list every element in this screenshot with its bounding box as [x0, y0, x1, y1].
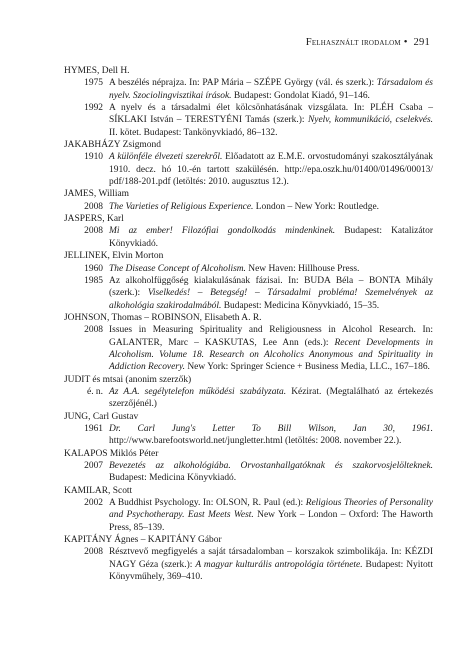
publication-year: 2002	[84, 498, 103, 509]
reference-segment: Budapest: Nyitott Könyvműhely, 369–410.	[109, 559, 433, 583]
author-name: HYMES, Dell H.	[64, 66, 130, 76]
bibliography-entry	[64, 485, 433, 534]
reference-text	[109, 460, 433, 485]
reference-segment: A Buddhist Psychology. In: OLSON, R. Paul (ed.):	[109, 498, 306, 509]
bibliography-entry	[64, 139, 433, 188]
reference-segment: New York – London – Oxford: The Haworth Press, 85–139.	[109, 510, 433, 533]
bibliography-entry	[64, 213, 433, 250]
reference-item	[64, 102, 433, 139]
reference-segment: London – New York: Routledge.	[253, 201, 379, 212]
reference-text	[109, 423, 433, 448]
reference-segment: Budapest: Katalizátor Könyvkiadó.	[109, 226, 434, 249]
bibliography-list	[64, 65, 433, 583]
page-number: 291	[413, 37, 430, 48]
reference-text	[109, 386, 433, 411]
reference-segment: Budapest: Medicina Könyvkiadó, 15–35.	[221, 300, 380, 311]
reference-text	[109, 497, 433, 534]
reference-title: Bevezetés az alkohológiába. Orvostanhallgatóknak és szakorvosjelölteknek.	[109, 461, 433, 471]
reference-segment: Az alkoholfüggőség kialakulásának fázisai. In: BUDA Béla – BONTA Mihály (szerk.):	[109, 275, 433, 299]
reference-item	[64, 386, 433, 411]
reference-segment: Résztvevő megfigyelés a saját társadalomban – korszakok szimbolikája. In: KÉZDI NAGY Géza (szerk.):	[109, 547, 433, 570]
reference-text	[109, 151, 433, 188]
author-name: KAMILAR, Scott	[64, 485, 133, 496]
reference-title: Viselkedés! – Betegség! – Társadalmi probléma! Szemelvények az alkohológia szakirodalmából.	[109, 288, 433, 311]
author-name: JELLINEK, Elvin Morton	[64, 251, 164, 262]
header-separator: •	[403, 37, 408, 48]
author-name: JOHNSON, Thomas – ROBINSON, Elisabeth A. R.	[64, 312, 262, 323]
reference-title: Az A.A. segélytelefon működési szabályzata.	[109, 386, 287, 397]
publication-year: 1960	[84, 263, 103, 274]
reference-segment: Budapest: Gondolat Kiadó, 91–146.	[231, 90, 370, 101]
reference-item	[64, 77, 433, 102]
reference-text	[109, 201, 433, 213]
reference-item	[64, 546, 433, 583]
reference-item	[64, 225, 433, 250]
publication-year: 1910	[84, 152, 103, 163]
reference-segment: II. kötet. Budapest: Tankönyvkiadó, 86–132.	[109, 127, 278, 138]
reference-title: A különféle élvezeti szerekről.	[109, 152, 223, 163]
author-name: KAPITÁNY Ágnes – KAPITÁNY Gábor	[64, 535, 222, 546]
publication-year: 1985	[84, 275, 103, 286]
reference-title: The Varieties of Religious Experience.	[109, 201, 254, 212]
bibliography-entry	[64, 65, 433, 139]
author-name: JAMES, William	[64, 189, 129, 200]
reference-item	[64, 423, 433, 448]
publication-year: 1975	[84, 78, 103, 89]
reference-segment: http://www.barefootsworld.net/jungletter.html (letöltés: 2008. november 22.).	[109, 436, 402, 447]
author-name: KALAPOS Miklós Péter	[64, 448, 159, 459]
reference-segment: A beszélés néprajza. In: PAP Mária – SZÉPE György (vál. és szerk.):	[109, 78, 377, 89]
reference-segment: Kézirat. (Megtalálható az értekezés szerzőjénél.)	[109, 386, 433, 410]
reference-item	[64, 275, 433, 312]
running-header	[306, 37, 430, 48]
reference-item	[64, 460, 433, 485]
section-title: Felhasznált irodalom	[305, 37, 401, 48]
publication-year: 2008	[84, 201, 103, 212]
bibliography-entry	[64, 411, 433, 448]
reference-text	[109, 324, 433, 373]
publication-year: é. n.	[87, 386, 103, 397]
reference-segment: New Haven: Hillhouse Press.	[245, 263, 360, 274]
reference-title: Nyelv, kommunikáció, cselekvés.	[308, 115, 433, 126]
reference-text	[109, 77, 433, 102]
reference-segment: Előadatott az E.M.E. orvostudományi szakosztályának 1910. decz. hó 10.-én tartott szakülésén. http://epa.oszk.hu/01400/01496/00013/ pdf/188-201.pdf (letöltés: 2010. augusztus 12.).	[109, 152, 433, 188]
reference-text	[109, 102, 433, 139]
author-name: JASPERS, Karl	[64, 214, 124, 225]
publication-year: 1992	[84, 103, 103, 114]
reference-text	[109, 225, 433, 250]
bibliography-entry	[64, 250, 433, 312]
reference-item	[64, 201, 433, 213]
author-name: JAKABHÁZY Zsigmond	[64, 140, 161, 151]
author-name: JUNG, Carl Gustav	[64, 411, 139, 422]
reference-text	[109, 275, 433, 312]
publication-year: 2007	[84, 461, 103, 471]
reference-title: Recent Developments in Alcoholism. Volume 18. Research on Alcoholics Anonymous and Spirituality in Addiction Recovery.	[109, 337, 433, 373]
reference-segment: A nyelv és a társadalmi élet kölcsönhatásának vizsgálata. In: PLÉH Csaba – SÍKLAKI István – TERESTYÉNI Tamás (szerk.):	[109, 103, 433, 126]
publication-year: 2008	[84, 325, 103, 336]
reference-segment: New York: Springer Science + Business Media, LLC., 167–186.	[185, 362, 430, 373]
reference-title: Társadalom és nyelv. Szociolingvisztikai írások.	[109, 78, 433, 101]
reference-item	[64, 324, 433, 373]
reference-text	[109, 546, 433, 583]
author-name: JUDIT és mtsai (anonim szerzők)	[64, 374, 192, 385]
reference-title: The Disease Concept of Alcoholism.	[109, 263, 246, 274]
reference-title: Religious Theories of Personality and Psychotherapy. East Meets West.	[109, 498, 433, 521]
reference-title: Mi az ember! Filozófiai gondolkodás mindenkinek.	[109, 226, 336, 237]
reference-item	[64, 263, 433, 275]
reference-segment: Budapest: Medicina Könyvkiadó.	[109, 473, 237, 484]
publication-year: 2008	[84, 226, 103, 237]
bibliography-entry	[64, 534, 433, 583]
reference-item	[64, 497, 433, 534]
publication-year: 2008	[84, 547, 103, 558]
publication-year: 1961	[84, 423, 103, 434]
reference-title: A magyar kulturális antropológia története.	[195, 559, 363, 570]
reference-text	[109, 263, 433, 275]
bibliography-entry	[64, 312, 433, 374]
reference-title: Dr. Carl Jung's Letter To Bill Wilson, Jan 30, 1961.	[109, 423, 433, 434]
bibliography-entry	[64, 374, 433, 411]
reference-segment: Issues in Measuring Spirituality and Religiousness in Alcohol Research. In: GALANTER, Marc – KASKUTAS, Lee Ann (eds.):	[109, 325, 433, 348]
bibliography-entry	[64, 448, 433, 485]
bibliography-entry	[64, 188, 433, 213]
reference-item	[64, 151, 433, 188]
